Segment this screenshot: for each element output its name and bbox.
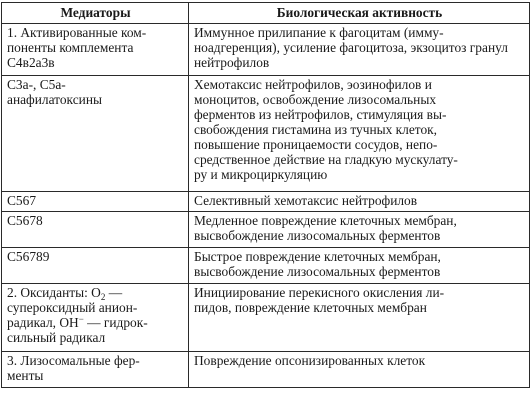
activity-cell bbox=[189, 76, 530, 192]
mediator-cell bbox=[2, 352, 189, 388]
table-row bbox=[2, 76, 530, 192]
activity-text: Медленное повреждение клеточных мембран, высвобождение лизосомальных ферментов bbox=[194, 213, 457, 243]
activity-cell bbox=[189, 212, 530, 248]
column-header-activity: Биологическая активность bbox=[189, 3, 530, 24]
activity-text: Быстрое повреждение клеточных мембран, высвобождение лизосомальных ферментов bbox=[194, 249, 441, 279]
mediator-cell bbox=[2, 212, 189, 248]
superscript-minus: − bbox=[78, 314, 84, 324]
mediator-cell bbox=[2, 24, 189, 76]
mediator-text: 1. Активированные ком- поненты комплемента С4в2а3в bbox=[7, 25, 147, 70]
mediator-text-mid: — супероксидный анион- радикал, ОН bbox=[7, 285, 138, 330]
mediator-cell bbox=[2, 284, 189, 352]
activity-text: Селективный хемотаксис нейтрофилов bbox=[194, 193, 418, 208]
activity-cell bbox=[189, 192, 530, 212]
mediator-cell bbox=[2, 192, 189, 212]
table-row bbox=[2, 24, 530, 76]
mediator-text: С5678 bbox=[7, 213, 43, 228]
activity-text: Иммунное прилипание к фагоцитам (имму- ноадгеренция), усиление фагоцитоза, экзоцитоз гранул нейтрофилов bbox=[194, 25, 508, 70]
mediator-cell bbox=[2, 76, 189, 192]
activity-cell bbox=[189, 352, 530, 388]
mediator-text: С567 bbox=[7, 193, 37, 208]
subscript-two: 2 bbox=[100, 292, 106, 302]
mediator-text: С56789 bbox=[7, 249, 50, 264]
document-page bbox=[1, 2, 529, 388]
mediator-cell bbox=[2, 248, 189, 284]
mediator-text-tail: — гидрок- сильный радикал bbox=[7, 315, 148, 345]
mediators-table bbox=[1, 2, 530, 388]
activity-text: Повреждение опсонизированных клеток bbox=[194, 353, 426, 368]
activity-text: Хемотаксис нейтрофилов, эозинофилов и моноцитов, освобождение лизосомальных ферментов из нейтрофилов, стимуляция вы- свобождения гистамина из тучных клеток, повышение проницаемости сосудов, непо- средственное действие на гладкую мускулату- ру и микроциркуляцию bbox=[194, 77, 458, 182]
activity-text: Инициирование перекисного окисления ли- пидов, повреждение клеточных мембран bbox=[194, 285, 445, 315]
mediator-text-lead: 2. Оксиданты: О bbox=[7, 285, 101, 300]
column-header-mediators: Медиаторы bbox=[2, 3, 189, 24]
activity-cell bbox=[189, 24, 530, 76]
table-row bbox=[2, 248, 530, 284]
table-row bbox=[2, 192, 530, 212]
mediator-text: С3а-, С5а- анафилатоксины bbox=[7, 77, 102, 107]
activity-cell bbox=[189, 248, 530, 284]
table-row bbox=[2, 352, 530, 388]
table-row bbox=[2, 284, 530, 352]
mediator-text: 3. Лизосомальные фер- менты bbox=[7, 353, 140, 383]
table-row bbox=[2, 212, 530, 248]
activity-cell bbox=[189, 284, 530, 352]
table-header-row bbox=[2, 3, 530, 24]
mediator-text bbox=[7, 285, 184, 345]
